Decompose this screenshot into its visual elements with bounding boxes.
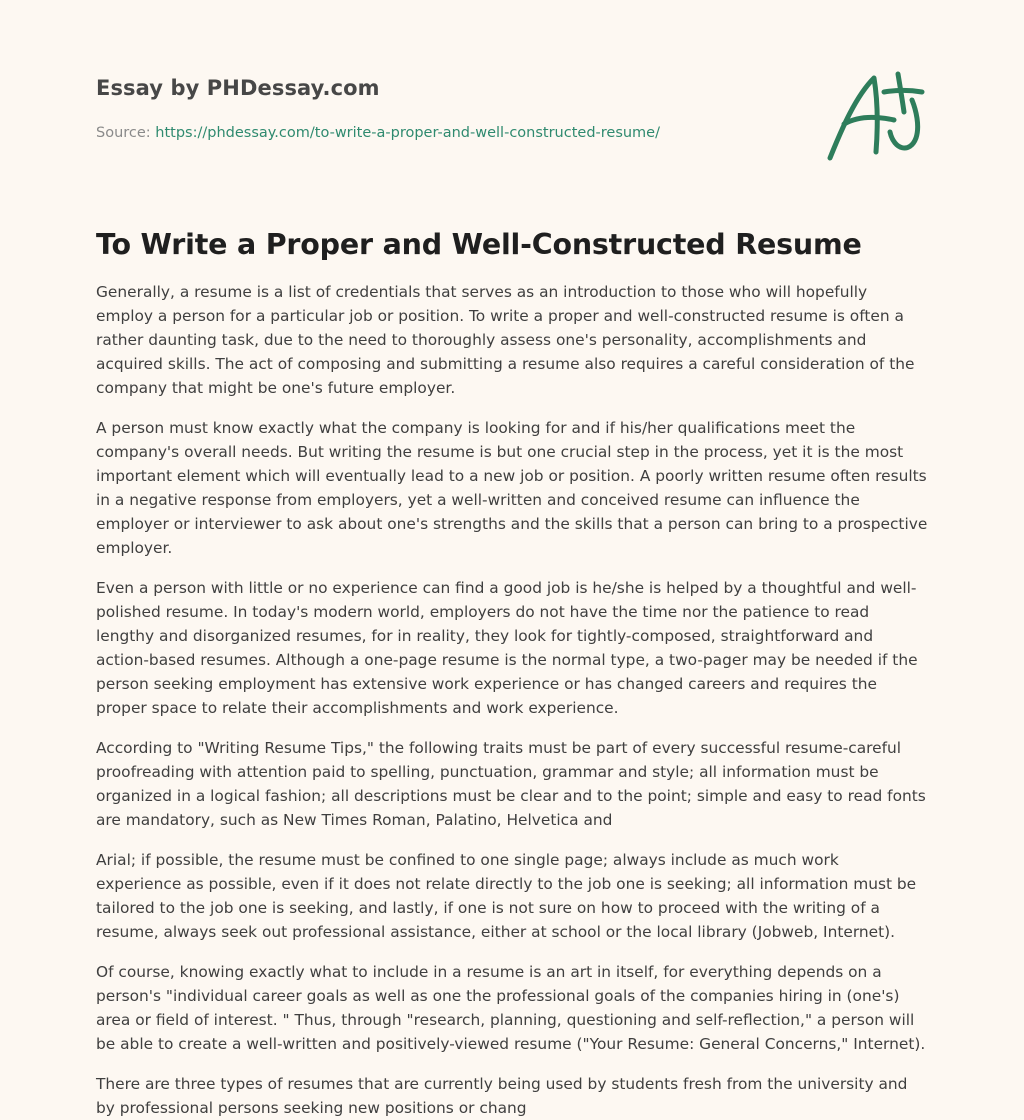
essay-paragraph: According to "Writing Resume Tips," the following traits must be part of every successful resume-careful proofreading with attention paid to spelling, punctuation, grammar and style; all information must be organized in a logical fashion; all descriptions must be clear and to the point; simple and easy to read fonts are mandatory, such as New Times Roman, Palatino, Helvetica and xyxy=(96,739,926,830)
a-plus-grade-icon xyxy=(824,66,934,166)
essay-body xyxy=(96,280,928,1120)
site-title: Essay by PHDessay.com xyxy=(96,76,380,100)
essay-paragraph: There are three types of resumes that are currently being used by students fresh from the university and by professional persons seeking new positions or chang xyxy=(96,1075,908,1118)
essay-title: To Write a Proper and Well-Constructed Resume xyxy=(96,228,862,261)
essay-paragraph: Arial; if possible, the resume must be confined to one single page; always include as much work experience as possible, even if it does not relate directly to the job one is seeking; all information must be tailored to the job one is seeking, and lastly, if one is not sure on how to proceed with the writing of a resume, always seek out professional assistance, either at school or the local library (Jobweb, Internet). xyxy=(96,851,917,942)
source-line xyxy=(96,125,660,141)
essay-paragraph: Generally, a resume is a list of credentials that serves as an introduction to those who will hopefully employ a person for a particular job or position. To write a proper and well-constructed resume is often a rather daunting task, due to the need to thoroughly assess one's personality, accomplishments and acquired skills. The act of composing and submitting a resume also requires a careful consideration of the company that might be one's future employer. xyxy=(96,283,915,398)
source-link[interactable]: https://phdessay.com/to-write-a-proper-and-well-constructed-resume/ xyxy=(155,125,660,141)
essay-paragraph: Even a person with little or no experience can find a good job is he/she is helped by a thoughtful and well-polished resume. In today's modern world, employers do not have the time nor the patience to read lengthy and disorganized resumes, for in reality, they look for tightly-composed, straightforward and action-based resumes. Although a one-page resume is the normal type, a two-pager may be needed if the person seeking employment has extensive work experience or has changed careers and requires the proper space to relate their accomplishments and work experience. xyxy=(96,579,918,718)
essay-paragraph: Of course, knowing exactly what to include in a resume is an art in itself, for everything depends on a person's "individual career goals as well as one the professional goals of the companies hiring in (one's) area or field of interest. " Thus, through "research, planning, questioning and self-reflection," a person will be able to create a well-written and positively-viewed resume ("Your Resume: General Concerns," Internet). xyxy=(96,963,926,1054)
essay-paragraph: A person must know exactly what the company is looking for and if his/her qualifications meet the company's overall needs. But writing the resume is but one crucial step in the process, yet it is the most important element which will eventually lead to a new job or position. A poorly written resume often results in a negative response from employers, yet a well-written and conceived resume can influence the employer or interviewer to ask about one's strengths and the skills that a person can bring to a prospective employer. xyxy=(96,419,928,558)
page-header xyxy=(96,0,928,190)
source-label: Source: xyxy=(96,125,151,141)
